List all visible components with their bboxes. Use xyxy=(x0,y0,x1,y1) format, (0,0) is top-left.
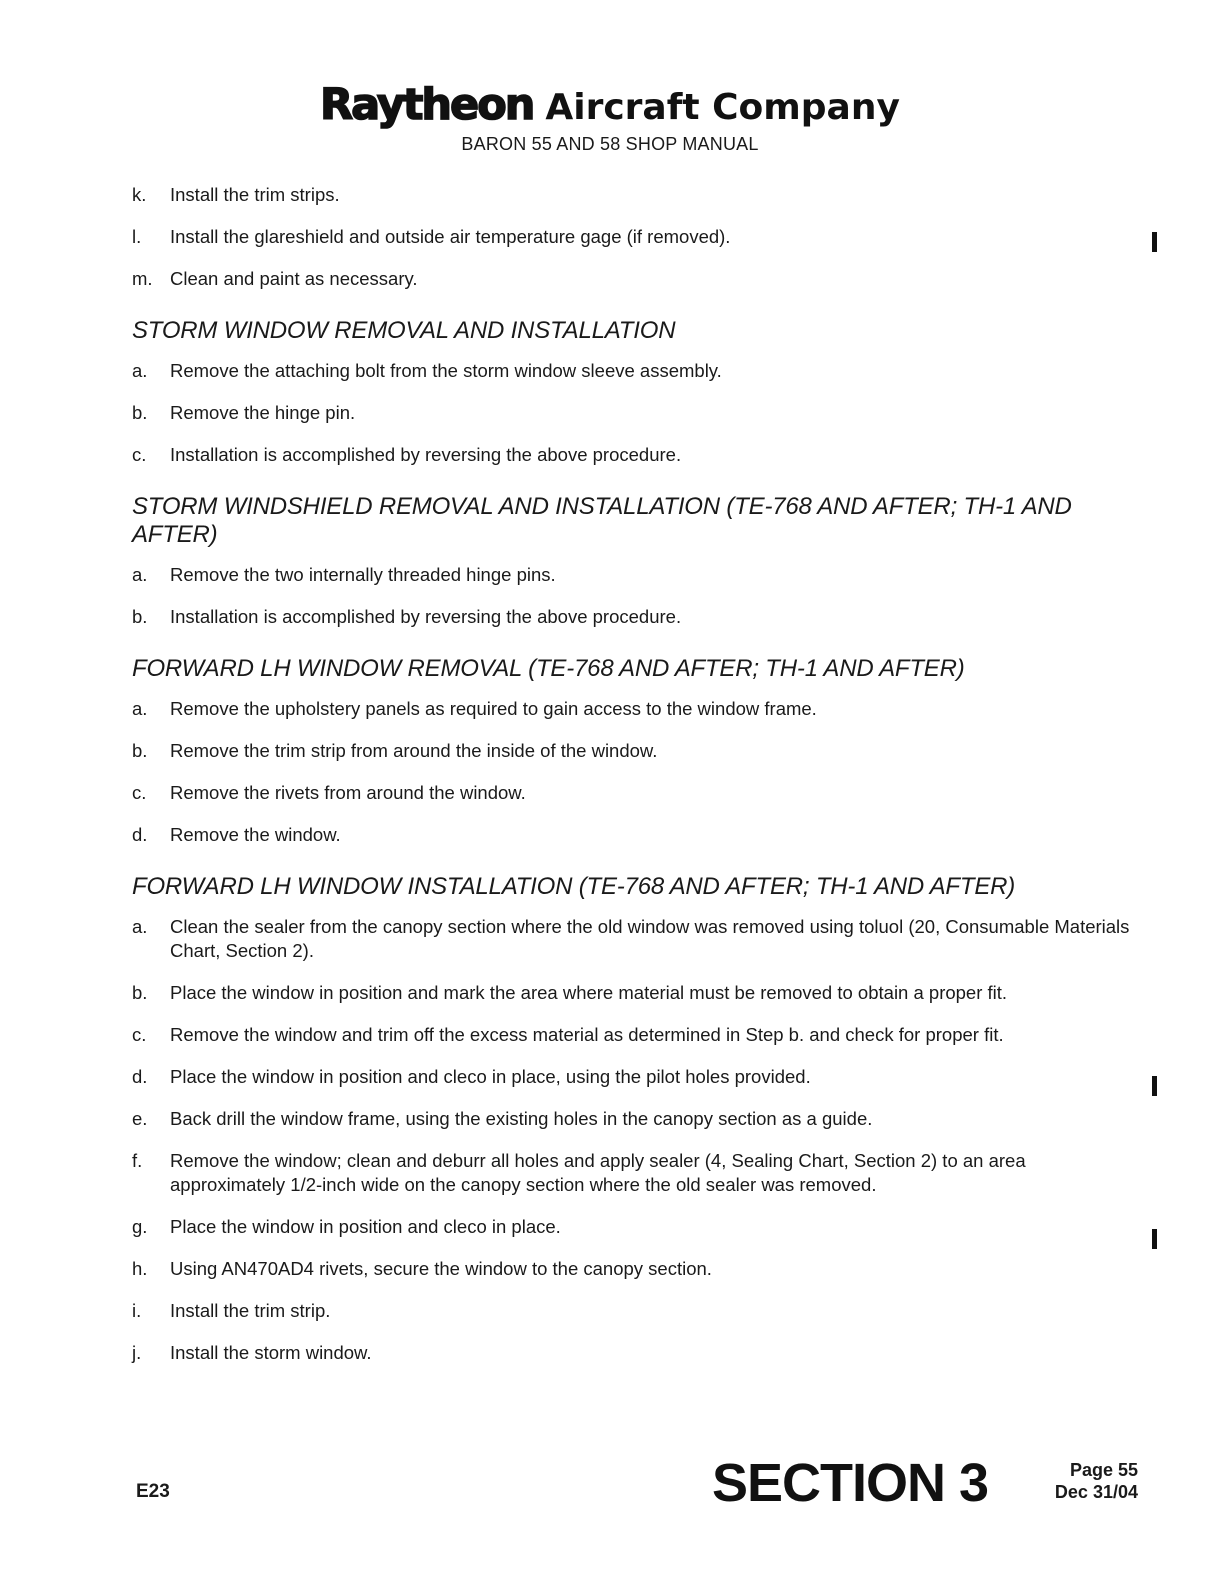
revision-date: Dec 31/04 xyxy=(1054,1482,1138,1502)
item-text: Installation is accomplished by reversing the above procedure. xyxy=(170,606,682,627)
item-text: Clean the sealer from the canopy section where the old window was removed using toluol (20, Consumable Materials Chart, Section 2). xyxy=(170,916,1130,961)
section-heading: FORWARD LH WINDOW REMOVAL (TE-768 AND AFTER; TH-1 AND AFTER) xyxy=(132,655,965,682)
item-letter: e. xyxy=(132,1108,148,1129)
list-item xyxy=(132,1257,1132,1281)
item-letter: g. xyxy=(132,1216,148,1237)
item-letter: m. xyxy=(132,268,153,289)
item-text: Clean and paint as necessary. xyxy=(170,268,418,289)
list-item xyxy=(132,1215,1132,1239)
item-text: Remove the window. xyxy=(170,824,341,845)
item-letter: d. xyxy=(132,1066,148,1087)
item-letter: c. xyxy=(132,782,147,803)
list-item xyxy=(132,605,1132,629)
footer-code: E23 xyxy=(136,1481,170,1502)
item-text: Remove the window; clean and deburr all holes and apply sealer (4, Sealing Chart, Section 2) to an area approximately 1/2-inch wide on the canopy section where the old sealer was removed. xyxy=(170,1150,1026,1195)
company-logo xyxy=(320,80,900,130)
item-text: Install the trim strips. xyxy=(170,184,340,205)
item-letter: b. xyxy=(132,740,148,761)
list-item xyxy=(132,401,1132,425)
item-letter: f. xyxy=(132,1150,143,1171)
item-letter: b. xyxy=(132,606,148,627)
item-text: Remove the upholstery panels as required to gain access to the window frame. xyxy=(170,698,817,719)
item-letter: a. xyxy=(132,916,148,937)
list-item xyxy=(132,1149,1132,1197)
item-text: Install the glareshield and outside air temperature gage (if removed). xyxy=(170,226,731,247)
item-letter: c. xyxy=(132,1024,147,1045)
item-text: Remove the trim strip from around the inside of the window. xyxy=(170,740,658,761)
item-text: Remove the rivets from around the window. xyxy=(170,782,526,803)
item-letter: h. xyxy=(132,1258,148,1279)
list-item xyxy=(132,1023,1132,1047)
list-item xyxy=(132,225,1132,249)
item-letter: k. xyxy=(132,184,147,205)
section-heading: STORM WINDOW REMOVAL AND INSTALLATION xyxy=(132,317,676,344)
revision-bar xyxy=(1152,1076,1157,1096)
list-item xyxy=(132,359,1132,383)
list-item xyxy=(132,443,1132,467)
item-letter: b. xyxy=(132,402,148,423)
list-item xyxy=(132,781,1132,805)
page-number: Page 55 xyxy=(1069,1460,1138,1480)
item-text: Using AN470AD4 rivets, secure the window to the canopy section. xyxy=(170,1258,712,1279)
list-item xyxy=(132,1107,1132,1131)
list-item xyxy=(132,915,1132,963)
list-item xyxy=(132,563,1132,587)
item-letter: a. xyxy=(132,360,148,381)
list-item xyxy=(132,697,1132,721)
section-heading: STORM WINDSHIELD REMOVAL AND INSTALLATION (TE-768 AND AFTER; TH-1 AND AFTER) xyxy=(132,493,1072,548)
footer-section: SECTION 3 xyxy=(712,1453,989,1513)
item-letter: a. xyxy=(132,698,148,719)
item-text: Remove the hinge pin. xyxy=(170,402,356,423)
raytheon-logo: Raytheon xyxy=(320,80,534,130)
list-item xyxy=(132,823,1132,847)
item-text: Remove the attaching bolt from the storm window sleeve assembly. xyxy=(170,360,722,381)
item-text: Place the window in position and mark the area where material must be removed to obtain a proper fit. xyxy=(170,982,1008,1003)
list-item xyxy=(132,739,1132,763)
item-text: Install the trim strip. xyxy=(170,1300,331,1321)
revision-bar xyxy=(1152,1229,1157,1249)
item-text: Remove the two internally threaded hinge pins. xyxy=(170,564,556,585)
item-text: Install the storm window. xyxy=(170,1342,372,1363)
document-body xyxy=(132,183,1132,1383)
section-heading: FORWARD LH WINDOW INSTALLATION (TE-768 AND AFTER; TH-1 AND AFTER) xyxy=(132,873,1016,900)
revision-bar xyxy=(1152,232,1157,252)
item-letter: b. xyxy=(132,982,148,1003)
item-letter: l. xyxy=(132,226,142,247)
item-text: Remove the window and trim off the excess material as determined in Step b. and check for proper fit. xyxy=(170,1024,1004,1045)
brand-name: Aircraft Company xyxy=(545,87,900,128)
page-header xyxy=(0,80,1220,155)
item-letter: j. xyxy=(132,1342,142,1363)
list-item xyxy=(132,1299,1132,1323)
item-text: Place the window in position and cleco in place, using the pilot holes provided. xyxy=(170,1066,811,1087)
item-text: Back drill the window frame, using the existing holes in the canopy section as a guide. xyxy=(170,1108,873,1129)
footer-page-info xyxy=(1040,1459,1138,1503)
item-letter: c. xyxy=(132,444,147,465)
item-text: Installation is accomplished by reversing the above procedure. xyxy=(170,444,682,465)
list-item xyxy=(132,981,1132,1005)
manual-title: BARON 55 AND 58 SHOP MANUAL xyxy=(461,134,759,154)
item-letter: a. xyxy=(132,564,148,585)
list-item xyxy=(132,1065,1132,1089)
item-letter: i. xyxy=(132,1300,142,1321)
list-item xyxy=(132,183,1132,207)
item-letter: d. xyxy=(132,824,148,845)
item-text: Place the window in position and cleco in place. xyxy=(170,1216,561,1237)
list-item xyxy=(132,1341,1132,1365)
list-item xyxy=(132,267,1132,291)
